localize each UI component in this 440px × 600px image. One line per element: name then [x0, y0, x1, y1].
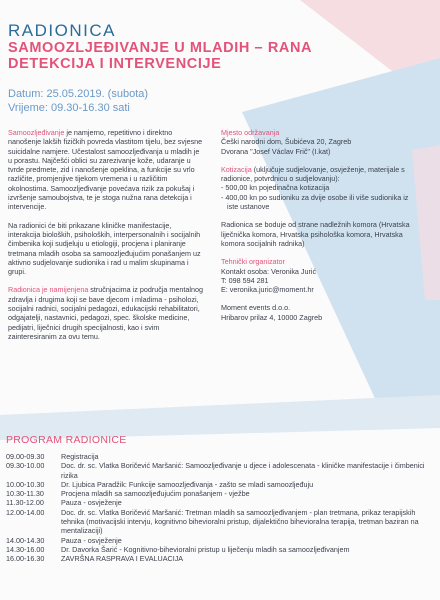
- audience-term: Radionica je namijenjena: [8, 285, 89, 295]
- contact-email: E: veronika.juric@moment.hr: [221, 285, 314, 295]
- program-time: 12.00-14.00: [6, 507, 45, 517]
- program-row: [6, 554, 434, 563]
- program-row: [6, 452, 434, 461]
- organizer-label: Tehnički organizator: [221, 257, 285, 267]
- program-item: ZAVRŠNA RASPRAVA I EVALUACIJA: [61, 554, 184, 564]
- program-row: [6, 498, 434, 507]
- program-item: Pauza - osvježenje: [61, 535, 122, 545]
- contact-person: Kontakt osoba: Veronika Jurić: [221, 266, 317, 276]
- program-item: Pauza - osvježenje: [61, 498, 122, 508]
- definition-paragraph: [8, 128, 203, 212]
- program-time: 10.00-10.30: [6, 479, 45, 489]
- event-time: Vrijeme: 09.30-16.30 sati: [8, 102, 130, 114]
- definition-text: je namjerno, repetitivno i direktno nanošenje lakših fizičkih povreda vlastitom tijelu, bez svjesne suicidalne namjere. Učestalost samoozljeđivanja u mladih je u porastu. Najčešći oblici su zarezivanje kože, udaranje u tvrde predmete, zid i nanošenje opeklina, a funkcije su vrlo različite, promjenjive tijekom vremena i u različitim okolnostima. Samoozljeđivanje povećava rizik za pokušaj i izvršenje samoubojstva, te je stoga nužna rana detekcija i intervencije.: [8, 128, 203, 212]
- accreditation-text: Radionica se boduje od strane nadležnih komora (Hrvatska liječnička komora, Hrvatska psihološka komora, Hrvatska komora socijalnih radnika): [221, 220, 410, 248]
- program-time: 14.30-16.00: [6, 544, 45, 554]
- program-item: Dr. Davorka Šarić - Kognitivno-bihevioralni pristup u liječenju mladih sa samoozljeđivanjem: [61, 544, 350, 554]
- fee-paragraph: [221, 165, 419, 184]
- program-time: 11.30-12.00: [6, 498, 44, 508]
- event-date: Datum: 25.05.2019. (subota): [8, 88, 149, 100]
- venue-line: Dvorana "Josef Václav Frič" (I.kat): [221, 146, 331, 156]
- contact-phone: T: 098 594 281: [221, 275, 269, 285]
- workshop-label: RADIONICA: [8, 21, 116, 40]
- program-item: Procjena mladih sa samoozljeđujućim ponašanjem - vježbe: [61, 489, 250, 499]
- venue-label: Mjesto održavanja: [221, 128, 280, 137]
- program-item: Registracija: [61, 452, 99, 461]
- fee-intro: (uključuje sudjelovanje, osvježenje, materijale s radionice, potvrdnicu o sudjelovanju):: [221, 164, 405, 184]
- program-time: 09.00-09.30: [6, 452, 45, 461]
- program-row: [6, 480, 434, 489]
- fee-line: - 400,00 kn po sudioniku za dvije osobe ili više sudionika iz iste ustanove: [221, 192, 409, 212]
- program-title: PROGRAM RADIONICE: [6, 434, 127, 446]
- program-time: 14.00-14.30: [6, 535, 45, 545]
- audience-text: stručnjacima iz područja mentalnog zdravlja i drugima koji se bave djecom i mladima - psiholozi, socijalni radnici, socijalni pedagozi, edukacijski rehabilitatori, odgajatelji, nastavnici, pedagozi, spec. školske medicine, pedijatri, liječnici drugih specijalnosti, kao i svim zainteresiranim za ovu temu.: [8, 285, 203, 341]
- definition-term: Samoozljeđivanje: [8, 128, 65, 137]
- right-column: [221, 128, 419, 322]
- program-row: [6, 489, 434, 498]
- program-list: [6, 452, 434, 564]
- left-column: [8, 128, 203, 341]
- program-row: [6, 508, 434, 536]
- audience-paragraph: [8, 285, 203, 341]
- venue-line: Češki narodni dom, Šubićeva 20, Zagreb: [221, 137, 352, 147]
- program-time: 16.00-16.30: [6, 554, 45, 564]
- program-row: [6, 536, 434, 545]
- program-item: Doc. dr. sc. Vlatka Boričević Maršanić: Tretman mladih sa samoozljeđivanjem - plan tretmana, prikaz terapijskih tehnika (motivacijski intervju, kognitivno bihevioralni pristup, dijalektično bihevioralna terapija, tretman baziran na mentalizaciji): [61, 507, 419, 536]
- company-address: Hribarov prilaz 4, 10000 Zagreb: [221, 312, 323, 322]
- company-name: Moment events d.o.o.: [221, 303, 291, 313]
- workshop-title: SAMOOZLJEĐIVANJE U MLADIH – RANA DETEKCIJA I INTERVENCIJE: [8, 40, 312, 72]
- program-item: Doc. dr. sc. Vlatka Boričević Maršanić: Samoozljeđivanje u djece i adolescenata - kliničke manifestacije i čimbenici rizika: [61, 461, 425, 480]
- description-paragraph: Na radionici će biti prikazane kliničke manifestacije, interakcija bioloških, psiholoških, interpersonalnih i socijalnih čimbenika koji sudjeluju u etiologiji, procjena i planiranje tretmana mladih osoba sa samoozljeđujućim ponašanjem uz aktivno sudjelovanje sudionika i rad u malim skupinama i grupi.: [8, 220, 201, 277]
- program-time: 09.30-10.00: [6, 461, 45, 471]
- program-time: 10.30-11.30: [6, 489, 44, 499]
- fee-line: - 500,00 kn pojedinačna kotizacija: [221, 183, 330, 193]
- program-row: [6, 545, 434, 554]
- program-item: Dr. Ljubica Paradžik: Funkcije samoozljeđivanja - zašto se mladi samoozljeđuju: [61, 479, 314, 489]
- program-row: [6, 461, 434, 480]
- fee-label: Kotizacija: [221, 164, 252, 174]
